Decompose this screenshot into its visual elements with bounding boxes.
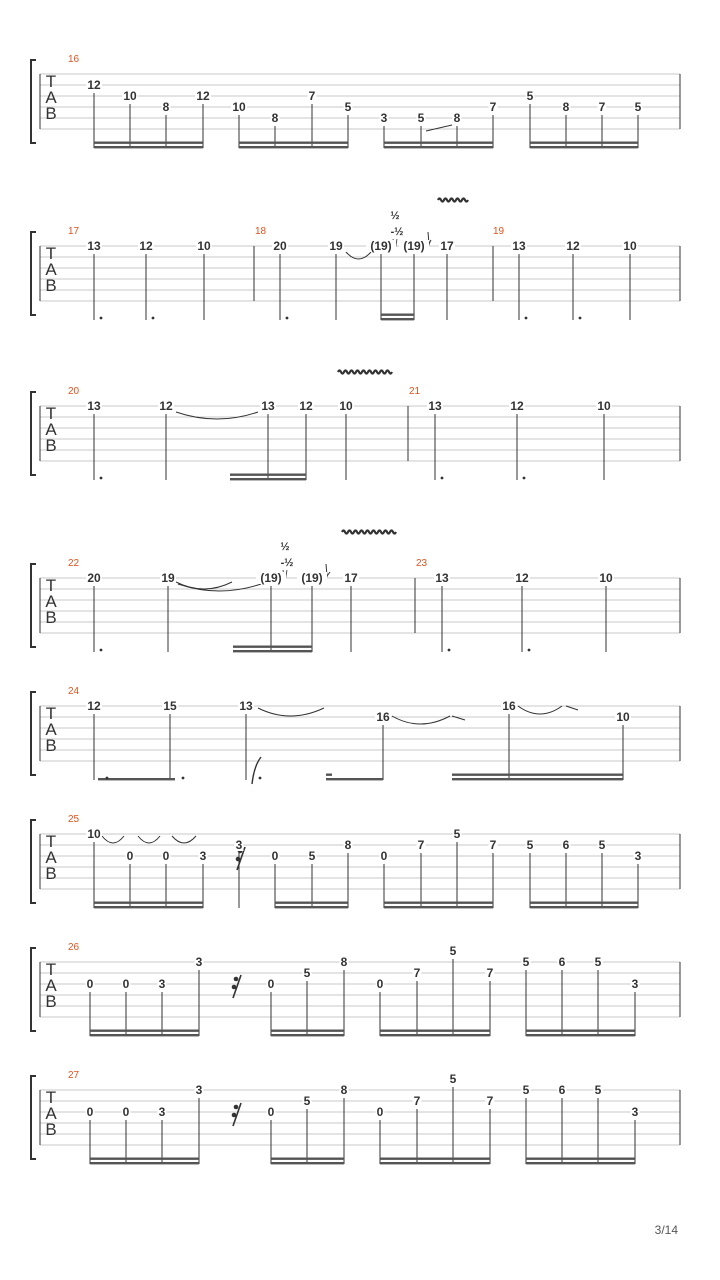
beam: [384, 142, 493, 144]
bend-amount: ½: [390, 210, 400, 222]
tab-clef-letter: T: [45, 244, 57, 263]
tab-clef-letter: B: [45, 992, 57, 1011]
fret-number: 5: [453, 827, 461, 841]
fret-number: 13: [239, 699, 253, 713]
measure-number: 24: [68, 686, 80, 697]
fret-number: 0: [126, 849, 134, 863]
rhythm-dot: [100, 649, 103, 652]
beam: [94, 146, 203, 148]
fret-number: 3: [199, 849, 207, 863]
fret-number: 12: [515, 571, 529, 585]
fret-number: 10: [599, 571, 613, 585]
beam: [271, 1030, 344, 1032]
slide-line: [566, 706, 578, 710]
fret-number: 8: [162, 100, 170, 114]
beam: [384, 902, 493, 904]
fret-number: 12: [87, 699, 101, 713]
beam: [239, 146, 348, 148]
fret-number: 5: [598, 838, 606, 852]
fret-number: 6: [558, 955, 566, 969]
fret-number: 5: [526, 838, 534, 852]
rhythm-dot: [441, 477, 444, 480]
fret-number: 7: [308, 89, 316, 103]
fret-number: 15: [163, 699, 177, 713]
fret-number: 19: [329, 239, 343, 253]
tab-clef-letter: T: [45, 1088, 57, 1107]
fret-number: 16: [502, 699, 516, 713]
beam: [381, 318, 414, 320]
fret-number: (19): [260, 571, 282, 585]
fret-number: 13: [428, 399, 442, 413]
beam: [271, 1034, 344, 1036]
fret-number: 0: [122, 1105, 130, 1119]
fret-number: 3: [158, 977, 166, 991]
tab-clef-letter: B: [45, 276, 57, 295]
measure-number: 26: [68, 942, 80, 953]
fret-number: 8: [344, 838, 352, 852]
tie: [102, 836, 124, 843]
system-bracket: [31, 820, 36, 903]
fret-number: 20: [87, 571, 101, 585]
fret-number: 10: [87, 827, 101, 841]
rhythm-dot: [106, 777, 109, 780]
rhythm-dot: [259, 777, 262, 780]
fret-number: 12: [196, 89, 210, 103]
beam: [526, 1030, 635, 1032]
fret-number: 7: [486, 966, 494, 980]
fret-number: 7: [413, 966, 421, 980]
bend-release-amount: -½: [280, 557, 294, 569]
fret-number: 0: [86, 1105, 94, 1119]
fret-number: 3: [631, 977, 639, 991]
measure-number: 23: [416, 558, 428, 569]
beam: [90, 1030, 199, 1032]
fret-number: 3: [158, 1105, 166, 1119]
measure-number: 20: [68, 386, 80, 397]
beam: [526, 1034, 635, 1036]
beam: [271, 1162, 344, 1164]
beam: [239, 142, 348, 144]
fret-number: 10: [616, 710, 630, 724]
beam: [530, 142, 638, 144]
beam: [275, 902, 348, 904]
beam: [271, 1158, 344, 1160]
beam: [526, 1162, 635, 1164]
fret-number: 3: [380, 111, 388, 125]
fret-number: 13: [435, 571, 449, 585]
fret-number: 12: [566, 239, 580, 253]
fret-number: 17: [344, 571, 358, 585]
fret-number: 0: [86, 977, 94, 991]
fret-number: 0: [267, 977, 275, 991]
beam: [326, 778, 383, 780]
fret-number: 8: [340, 1083, 348, 1097]
fret-number: 0: [376, 977, 384, 991]
measure-number: 27: [68, 1070, 80, 1081]
beam: [90, 1162, 199, 1164]
measure-number: 19: [493, 226, 505, 237]
system-bracket: [31, 392, 36, 475]
slur: [346, 252, 371, 259]
fret-number: 10: [623, 239, 637, 253]
fret-number: 5: [449, 1072, 457, 1086]
page-number: 3/14: [654, 1223, 678, 1237]
beam: [233, 650, 312, 652]
bend-amount: ½: [280, 541, 290, 553]
beam: [380, 1162, 490, 1164]
tie: [138, 836, 160, 843]
tie: [176, 582, 232, 589]
fret-number: 16: [376, 710, 390, 724]
measure-number: 25: [68, 814, 80, 825]
fret-number: 7: [486, 1094, 494, 1108]
tab-clef-letter: A: [45, 1104, 57, 1123]
fret-number: 5: [417, 111, 425, 125]
vibrato-mark: [338, 371, 392, 374]
tab-clef-letter: A: [45, 88, 57, 107]
tie: [258, 708, 324, 716]
beam: [94, 902, 203, 904]
tab-clef-letter: B: [45, 608, 57, 627]
fret-number: 20: [273, 239, 287, 253]
rhythm-dot: [448, 649, 451, 652]
measure-number: 18: [255, 226, 267, 237]
beam: [452, 774, 623, 776]
fret-number: 8: [271, 111, 279, 125]
fret-number: 13: [512, 239, 526, 253]
fret-number: 3: [631, 1105, 639, 1119]
fret-number: 5: [303, 966, 311, 980]
beam: [230, 474, 306, 476]
fret-number: 10: [339, 399, 353, 413]
fret-number: 8: [562, 100, 570, 114]
fret-number: 10: [232, 100, 246, 114]
rhythm-dot: [579, 317, 582, 320]
beam-stub: [326, 774, 332, 776]
fret-number: 12: [510, 399, 524, 413]
rhythm-dot: [182, 777, 185, 780]
bend-release-amount: -½: [390, 226, 404, 238]
beam: [275, 906, 348, 908]
tab-clef-letter: T: [45, 832, 57, 851]
fret-number: 0: [122, 977, 130, 991]
fret-number: (19): [370, 239, 392, 253]
beam: [380, 1158, 490, 1160]
beam: [90, 1158, 199, 1160]
beam: [384, 146, 493, 148]
fret-number: 7: [598, 100, 606, 114]
tab-clef-letter: A: [45, 720, 57, 739]
rhythm-dot: [100, 317, 103, 320]
beam: [526, 1158, 635, 1160]
measure-number: 17: [68, 226, 80, 237]
rest-symbol: [232, 985, 237, 990]
tab-clef-letter: B: [45, 1120, 57, 1139]
tab-clef-letter: B: [45, 736, 57, 755]
tab-clef-letter: T: [45, 404, 57, 423]
fret-number: 12: [159, 399, 173, 413]
beam: [452, 778, 623, 780]
fret-number: 0: [380, 849, 388, 863]
vibrato-mark: [438, 199, 468, 202]
fret-number: 7: [489, 100, 497, 114]
tab-clef-letter: T: [45, 960, 57, 979]
fret-number: 13: [261, 399, 275, 413]
system-bracket: [31, 60, 36, 143]
rhythm-dot: [525, 317, 528, 320]
fret-number: 6: [562, 838, 570, 852]
fret-number: 13: [87, 239, 101, 253]
fret-number: 3: [195, 955, 203, 969]
beam: [90, 1034, 199, 1036]
beam: [384, 906, 493, 908]
fret-number: 13: [87, 399, 101, 413]
tab-clef-letter: A: [45, 976, 57, 995]
rest-symbol: [234, 977, 239, 982]
system-bracket: [31, 948, 36, 1031]
fret-number: 5: [344, 100, 352, 114]
rhythm-dot: [528, 649, 531, 652]
beam: [94, 142, 203, 144]
rhythm-dot: [152, 317, 155, 320]
fret-number: 5: [526, 89, 534, 103]
fret-number: 10: [123, 89, 137, 103]
fret-number: 3: [235, 838, 243, 852]
tab-clef-letter: B: [45, 104, 57, 123]
tab-clef-letter: A: [45, 848, 57, 867]
system-bracket: [31, 564, 36, 647]
rest-symbol: [232, 1113, 237, 1118]
fret-number: (19): [403, 239, 425, 253]
fret-number: 5: [303, 1094, 311, 1108]
fret-number: 8: [340, 955, 348, 969]
fret-number: 7: [417, 838, 425, 852]
beam: [530, 902, 638, 904]
beam: [530, 146, 638, 148]
fret-number: 0: [162, 849, 170, 863]
fret-number: (19): [301, 571, 323, 585]
tab-clef-letter: B: [45, 864, 57, 883]
fret-number: 0: [376, 1105, 384, 1119]
beam: [381, 314, 414, 316]
slur: [176, 412, 258, 419]
system-bracket: [31, 232, 36, 315]
rhythm-dot: [286, 317, 289, 320]
tab-clef-letter: T: [45, 72, 57, 91]
fret-number: 5: [594, 955, 602, 969]
vibrato-mark: [342, 531, 396, 534]
fret-number: 7: [413, 1094, 421, 1108]
fret-number: 0: [271, 849, 279, 863]
fret-number: 19: [161, 571, 175, 585]
tie: [172, 836, 196, 843]
tab-clef-letter: T: [45, 704, 57, 723]
measure-number: 21: [409, 386, 421, 397]
system-bracket: [31, 1076, 36, 1159]
fret-number: 8: [453, 111, 461, 125]
fret-number: 6: [558, 1083, 566, 1097]
tab-clef-letter: B: [45, 436, 57, 455]
beam: [98, 778, 175, 780]
rest-symbol: [236, 857, 241, 862]
rhythm-dot: [100, 477, 103, 480]
fret-number: 10: [597, 399, 611, 413]
beam: [230, 478, 306, 480]
beam: [94, 906, 203, 908]
fret-number: 17: [440, 239, 454, 253]
fret-number: 10: [197, 239, 211, 253]
fret-number: 5: [594, 1083, 602, 1097]
fret-number: 3: [195, 1083, 203, 1097]
tab-clef-letter: T: [45, 576, 57, 595]
rhythm-dot: [523, 477, 526, 480]
beam: [380, 1034, 490, 1036]
fret-number: 5: [634, 100, 642, 114]
fret-number: 12: [87, 78, 101, 92]
beam: [530, 906, 638, 908]
rest-symbol: [234, 1105, 239, 1110]
fret-number: 5: [308, 849, 316, 863]
tie: [518, 706, 562, 714]
fret-number: 12: [299, 399, 313, 413]
slide-line: [426, 125, 452, 131]
beam: [380, 1030, 490, 1032]
fret-number: 0: [267, 1105, 275, 1119]
tab-clef-letter: A: [45, 260, 57, 279]
fret-number: 5: [449, 944, 457, 958]
fret-number: 5: [522, 1083, 530, 1097]
fret-number: 7: [489, 838, 497, 852]
fret-number: 5: [522, 955, 530, 969]
system-bracket: [31, 692, 36, 775]
fret-number: 12: [139, 239, 153, 253]
measure-number: 16: [68, 54, 80, 65]
fret-number: 3: [634, 849, 642, 863]
tab-clef-letter: A: [45, 592, 57, 611]
beam: [233, 646, 312, 648]
measure-number: 22: [68, 558, 80, 569]
tab-clef-letter: A: [45, 420, 57, 439]
